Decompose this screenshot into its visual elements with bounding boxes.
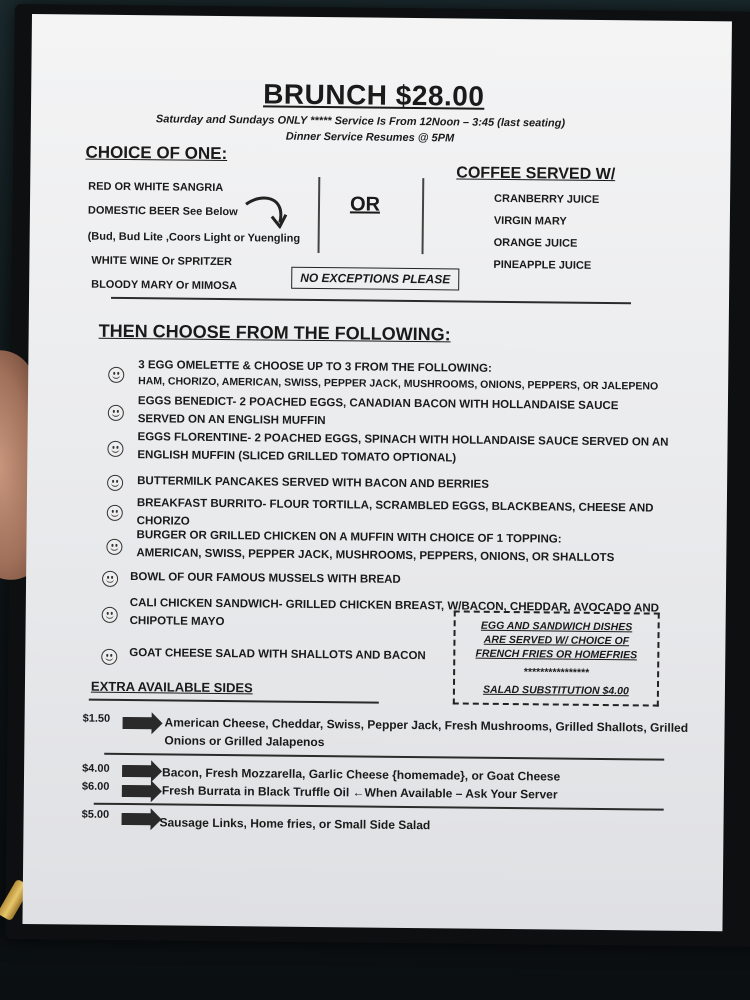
or-label: OR	[349, 193, 381, 216]
right-arrow-icon	[122, 813, 152, 825]
choice-item: BLOODY MARY Or MIMOSA	[91, 278, 238, 293]
side-price: $6.00	[81, 780, 110, 793]
dish-line: CHORIZO	[136, 515, 190, 528]
divider-left	[318, 177, 321, 253]
dish-line: BREAKFAST BURRITO- FLOUR TORTILLA, SCRAMBLED EGGS, BLACKBEANS, CHEESE AND	[136, 497, 654, 515]
no-exceptions-notice: NO EXCEPTIONS PLEASE	[291, 267, 459, 291]
side-divider	[94, 803, 664, 811]
dish-line: EGGS FLORENTINE- 2 POACHED EGGS, SPINACH WITH HOLLANDAISE SAUCE SERVED ON AN	[137, 431, 669, 449]
coffee-item: ORANGE JUICE	[493, 236, 578, 250]
dish-line: SERVED ON AN ENGLISH MUFFIN	[137, 413, 326, 428]
choice-item: RED OR WHITE SANGRIA	[88, 180, 224, 195]
choose-heading: THEN CHOOSE FROM THE FOLLOWING:	[98, 320, 451, 345]
side-line: Bacon, Fresh Mozzarella, Garlic Cheese {homemade}, or Goat Cheese	[161, 765, 561, 784]
dish-line: AMERICAN, SWISS, PEPPER JACK, MUSHROOMS, PEPPERS, ONIONS, OR SHALLOTS	[136, 547, 615, 565]
side-line: Fresh Burrata in Black Truffle Oil ←When Available – Ask Your Server	[161, 783, 558, 802]
smiley-icon	[108, 367, 124, 383]
side-price: $5.00	[81, 808, 110, 821]
side-line: Onions or Grilled Jalapenos	[164, 733, 325, 750]
notice-line: ARE SERVED W/ CHOICE OF	[483, 633, 630, 648]
side-price: $4.00	[82, 762, 110, 775]
side-line: Sausage Links, Home fries, or Small Side Salad	[159, 815, 431, 833]
divider-right	[422, 178, 425, 254]
right-arrow-icon	[123, 717, 153, 729]
notice-line: SALAD SUBSTITUTION $4.00	[482, 683, 629, 698]
dish-line: ENGLISH MUFFIN (SLICED GRILLED TOMATO OPTIONAL)	[137, 449, 457, 465]
notice-line: EGG AND SANDWICH DISHES	[480, 619, 633, 634]
side-divider	[104, 753, 664, 761]
dish-line: BOWL OF OUR FAMOUS MUSSELS WITH BREAD	[130, 571, 401, 586]
right-arrow-icon	[122, 785, 152, 797]
service-hours: Saturday and Sundays ONLY ***** Service Is From 12Noon – 3:45 (last seating)	[155, 113, 566, 130]
dish-line: GOAT CHEESE SALAD WITH SHALLOTS AND BACON	[129, 647, 426, 663]
smiley-icon	[102, 607, 118, 623]
sides-underline	[89, 699, 379, 704]
menu-page	[22, 14, 731, 931]
coffee-item: CRANBERRY JUICE	[494, 192, 600, 206]
dish-line: EGGS BENEDICT- 2 POACHED EGGS, CANADIAN BACON WITH HOLLANDAISE SAUCE	[137, 395, 619, 413]
smiley-icon	[107, 505, 123, 521]
choice-item: (Bud, Bud Lite ,Coors Light or Yuengling	[87, 230, 301, 245]
dish-line: CHIPOTLE MAYO	[129, 615, 225, 629]
smiley-icon	[108, 405, 124, 421]
sides-heading: EXTRA AVAILABLE SIDES	[90, 678, 253, 696]
menu-title: BRUNCH $28.00	[263, 78, 485, 112]
notice-line: FRENCH FRIES OR HOMEFRIES	[475, 647, 638, 662]
notice-stars: ****************	[523, 666, 589, 679]
coffee-item: VIRGIN MARY	[493, 214, 567, 228]
section-divider	[111, 297, 631, 304]
right-arrow-icon	[122, 765, 152, 777]
dish-line: BUTTERMILK PANCAKES SERVED WITH BACON AND BERRIES	[137, 475, 489, 491]
smiley-icon	[107, 475, 123, 491]
coffee-item: PINEAPPLE JUICE	[493, 258, 592, 272]
side-choice-notice	[453, 610, 660, 706]
choice-item: WHITE WINE Or SPRITZER	[91, 254, 233, 269]
dish-line: 3 EGG OMELETTE & CHOOSE UP TO 3 FROM THE FOLLOWING:	[138, 359, 492, 375]
choice-item: DOMESTIC BEER See Below	[87, 204, 238, 219]
side-line: American Cheese, Cheddar, Swiss, Pepper Jack, Fresh Mushrooms, Grilled Shallots, Grilled	[164, 715, 689, 735]
dish-line: CALI CHICKEN SANDWICH- GRILLED CHICKEN BREAST, W/BACON, CHEDDAR, AVOCADO AND	[129, 597, 660, 615]
smiley-icon	[107, 441, 123, 457]
smiley-icon	[106, 539, 122, 555]
dish-line: BURGER OR GRILLED CHICKEN ON A MUFFIN WITH CHOICE OF 1 TOPPING:	[136, 529, 562, 546]
dish-line: HAM, CHORIZO, AMERICAN, SWISS, PEPPER JACK, MUSHROOMS, ONIONS, PEPPERS, OR JALEPENO	[138, 375, 659, 393]
curved-arrow-icon	[242, 192, 290, 229]
smiley-icon	[101, 649, 117, 665]
coffee-heading: COFFEE SERVED W/	[456, 164, 616, 184]
smiley-icon	[102, 571, 118, 587]
choice-heading: CHOICE OF ONE:	[85, 142, 228, 164]
side-price: $1.50	[82, 712, 111, 725]
dinner-resume-note: Dinner Service Resumes @ 5PM	[285, 130, 455, 145]
